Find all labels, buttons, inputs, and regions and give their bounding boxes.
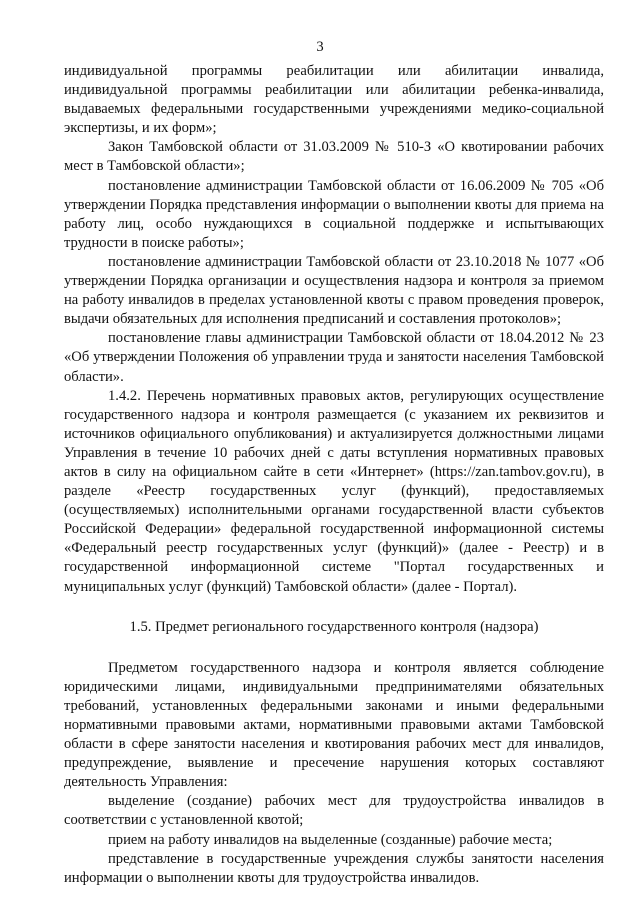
paragraph-subject-of-control: Предметом государственного надзора и контроля является соблюдение юридическими лицами, индивидуальными предпринимателями обязательных требований, установленных федеральными законами и иными федеральными нормативными правовыми актами, нормативными правовыми актами Тамбовской области в сфере занятости населения и квотирования рабочих мест для инвалидов, предупреждение, выявление и пресечение нарушения которых составляют деятельность Управления: xyxy=(64,659,604,791)
paragraph-allocation-of-jobs: выделение (создание) рабочих мест для трудоустройства инвалидов в соответствии с установленной квотой; xyxy=(64,793,604,829)
paragraph-decree-705: постановление администрации Тамбовской области от 16.06.2009 № 705 «Об утверждении Порядка представления информации о выполнении квоты для приема на работу лиц, особо нуждающихся в социальной поддержке и испытывающих трудности в поиске работы»; xyxy=(64,177,604,251)
paragraph-law-510z: Закон Тамбовской области от 31.03.2009 № 510-З «О квотировании рабочих мест в Тамбовской области»; xyxy=(64,139,604,175)
spacer xyxy=(64,597,604,618)
document-body xyxy=(64,62,604,888)
spacer xyxy=(64,637,604,659)
paragraph-decree-23: постановление главы администрации Тамбовской области от 18.04.2012 № 23 «Об утверждении Положения об управлении труда и занятости населения Тамбовской области». xyxy=(64,330,604,385)
paragraph-decree-1077: постановление администрации Тамбовской области от 23.10.2018 № 1077 «Об утверждении Порядка организации и осуществления надзора и контроля за приемом на работу инвалидов в пределах установленной квоты с правом проведения проверок, выдачи обязательных для исполнения предписаний и составления протоколов»; xyxy=(64,253,604,328)
paragraph-ipr-continuation: индивидуальной программы реабилитации или абилитации инвалида, индивидуальной программы реабилитации или абилитации ребенка-инвалида, выдаваемых федеральными государственными учреждениями медико-социальной экспертизы, и их форм»; xyxy=(64,63,604,137)
paragraph-hiring-disabled: прием на работу инвалидов на выделенные (созданные) рабочие места; xyxy=(108,831,553,848)
paragraph-quota-information: представление в государственные учреждения службы занятости населения информации о выполнении квоты для трудоустройства инвалидов. xyxy=(64,850,604,886)
paragraph-1-4-2: 1.4.2. Перечень нормативных правовых актов, регулирующих осуществление государственного надзора и контроля размещается (с указанием их реквизитов и источников официального опубликования) и актуализируется должностными лицами Управления в течение 10 рабочих дней с даты вступления нормативных правовых актов в силу на официальном сайте в сети «Интернет» (https://zan.tambov.gov.ru), в разделе «Реестр государственных услуг (функций), предоставляемых (осуществляемых) исполнительными органами государственной власти субъектов Российской Федерации» федеральной государственной информационной системы «Федеральный реестр государственных услуг (функций)» (далее - Реестр) и в государственной информационной системе "Портал государственных и муниципальных услуг (функций) Тамбовской области» (далее - Портал). xyxy=(64,387,604,595)
section-heading-1-5: 1.5. Предмет регионального государственного контроля (надзора) xyxy=(129,618,539,635)
page-number: 3 xyxy=(316,39,324,55)
